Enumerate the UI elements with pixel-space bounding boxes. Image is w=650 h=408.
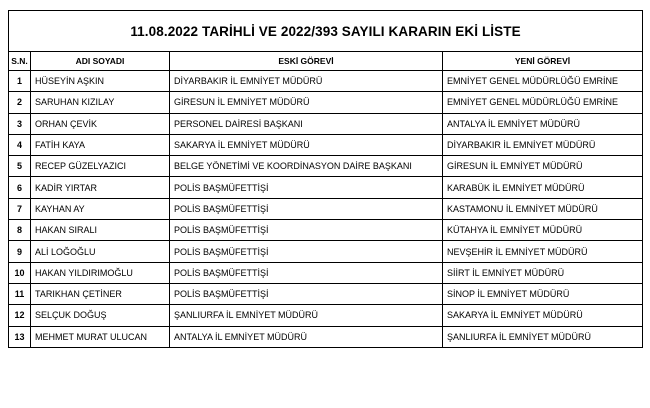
- row-name-cell: ORHAN ÇEVİK: [31, 113, 170, 134]
- column-header-sn: S.N.: [9, 52, 31, 71]
- row-sn-cell: 13: [9, 326, 31, 347]
- row-sn-cell: 7: [9, 198, 31, 219]
- row-new-position-cell: ŞANLIURFA İL EMNİYET MÜDÜRÜ: [443, 326, 643, 347]
- row-name-cell: HAKAN YILDIRIMOĞLU: [31, 262, 170, 283]
- table-row: [9, 134, 643, 155]
- header-row: [9, 52, 643, 71]
- row-old-position-cell: POLİS BAŞMÜFETTİŞİ: [170, 220, 443, 241]
- column-header-new-position: YENİ GÖREVİ: [443, 52, 643, 71]
- row-new-position-cell: EMNİYET GENEL MÜDÜRLÜĞÜ EMRİNE: [443, 71, 643, 92]
- column-header-old-position: ESKİ GÖREVİ: [170, 52, 443, 71]
- table-row: [9, 220, 643, 241]
- row-old-position-cell: POLİS BAŞMÜFETTİŞİ: [170, 283, 443, 304]
- table-row: [9, 156, 643, 177]
- row-name-cell: MEHMET MURAT ULUCAN: [31, 326, 170, 347]
- row-new-position-cell: KARABÜK İL EMNİYET MÜDÜRÜ: [443, 177, 643, 198]
- row-old-position-cell: BELGE YÖNETİMİ VE KOORDİNASYON DAİRE BAŞKANI: [170, 156, 443, 177]
- row-old-position-cell: ANTALYA İL EMNİYET MÜDÜRÜ: [170, 326, 443, 347]
- row-new-position-cell: SAKARYA İL EMNİYET MÜDÜRÜ: [443, 305, 643, 326]
- row-name-cell: RECEP GÜZELYAZICI: [31, 156, 170, 177]
- row-name-cell: TARIKHAN ÇETİNER: [31, 283, 170, 304]
- row-sn-cell: 11: [9, 283, 31, 304]
- table-row: [9, 113, 643, 134]
- row-new-position-cell: ANTALYA İL EMNİYET MÜDÜRÜ: [443, 113, 643, 134]
- table-row: [9, 92, 643, 113]
- row-new-position-cell: KÜTAHYA İL EMNİYET MÜDÜRÜ: [443, 220, 643, 241]
- row-new-position-cell: GİRESUN İL EMNİYET MÜDÜRÜ: [443, 156, 643, 177]
- column-header-name: ADI SOYADI: [31, 52, 170, 71]
- table-row: [9, 283, 643, 304]
- row-sn-cell: 6: [9, 177, 31, 198]
- row-name-cell: HÜSEYİN AŞKIN: [31, 71, 170, 92]
- row-old-position-cell: POLİS BAŞMÜFETTİŞİ: [170, 198, 443, 219]
- appointment-list-table: [8, 10, 643, 348]
- row-old-position-cell: DİYARBAKIR İL EMNİYET MÜDÜRÜ: [170, 71, 443, 92]
- row-old-position-cell: POLİS BAŞMÜFETTİŞİ: [170, 241, 443, 262]
- table-body: [9, 71, 643, 348]
- row-name-cell: KADİR YIRTAR: [31, 177, 170, 198]
- row-old-position-cell: PERSONEL DAİRESİ BAŞKANI: [170, 113, 443, 134]
- row-sn-cell: 12: [9, 305, 31, 326]
- row-sn-cell: 1: [9, 71, 31, 92]
- table-row: [9, 177, 643, 198]
- row-old-position-cell: POLİS BAŞMÜFETTİŞİ: [170, 262, 443, 283]
- row-name-cell: SELÇUK DOĞUŞ: [31, 305, 170, 326]
- row-sn-cell: 5: [9, 156, 31, 177]
- row-new-position-cell: EMNİYET GENEL MÜDÜRLÜĞÜ EMRİNE: [443, 92, 643, 113]
- row-sn-cell: 2: [9, 92, 31, 113]
- row-new-position-cell: DİYARBAKIR İL EMNİYET MÜDÜRÜ: [443, 134, 643, 155]
- row-new-position-cell: NEVŞEHİR İL EMNİYET MÜDÜRÜ: [443, 241, 643, 262]
- table-row: [9, 198, 643, 219]
- row-name-cell: FATİH KAYA: [31, 134, 170, 155]
- table-row: [9, 262, 643, 283]
- document-title: 11.08.2022 TARİHLİ VE 2022/393 SAYILI KARARIN EKİ LİSTE: [9, 11, 643, 52]
- table-row: [9, 241, 643, 262]
- row-sn-cell: 8: [9, 220, 31, 241]
- row-new-position-cell: KASTAMONU İL EMNİYET MÜDÜRÜ: [443, 198, 643, 219]
- row-sn-cell: 9: [9, 241, 31, 262]
- row-sn-cell: 4: [9, 134, 31, 155]
- table-row: [9, 71, 643, 92]
- row-sn-cell: 3: [9, 113, 31, 134]
- row-name-cell: HAKAN SIRALI: [31, 220, 170, 241]
- row-new-position-cell: SİİRT İL EMNİYET MÜDÜRÜ: [443, 262, 643, 283]
- table-row: [9, 326, 643, 347]
- table-row: [9, 305, 643, 326]
- row-new-position-cell: SİNOP İL EMNİYET MÜDÜRÜ: [443, 283, 643, 304]
- row-name-cell: KAYHAN AY: [31, 198, 170, 219]
- row-name-cell: SARUHAN KIZILAY: [31, 92, 170, 113]
- row-old-position-cell: ŞANLIURFA İL EMNİYET MÜDÜRÜ: [170, 305, 443, 326]
- row-old-position-cell: POLİS BAŞMÜFETTİŞİ: [170, 177, 443, 198]
- row-sn-cell: 10: [9, 262, 31, 283]
- row-old-position-cell: GİRESUN İL EMNİYET MÜDÜRÜ: [170, 92, 443, 113]
- row-name-cell: ALİ LOĞOĞLU: [31, 241, 170, 262]
- row-old-position-cell: SAKARYA İL EMNİYET MÜDÜRÜ: [170, 134, 443, 155]
- title-row: [9, 11, 643, 52]
